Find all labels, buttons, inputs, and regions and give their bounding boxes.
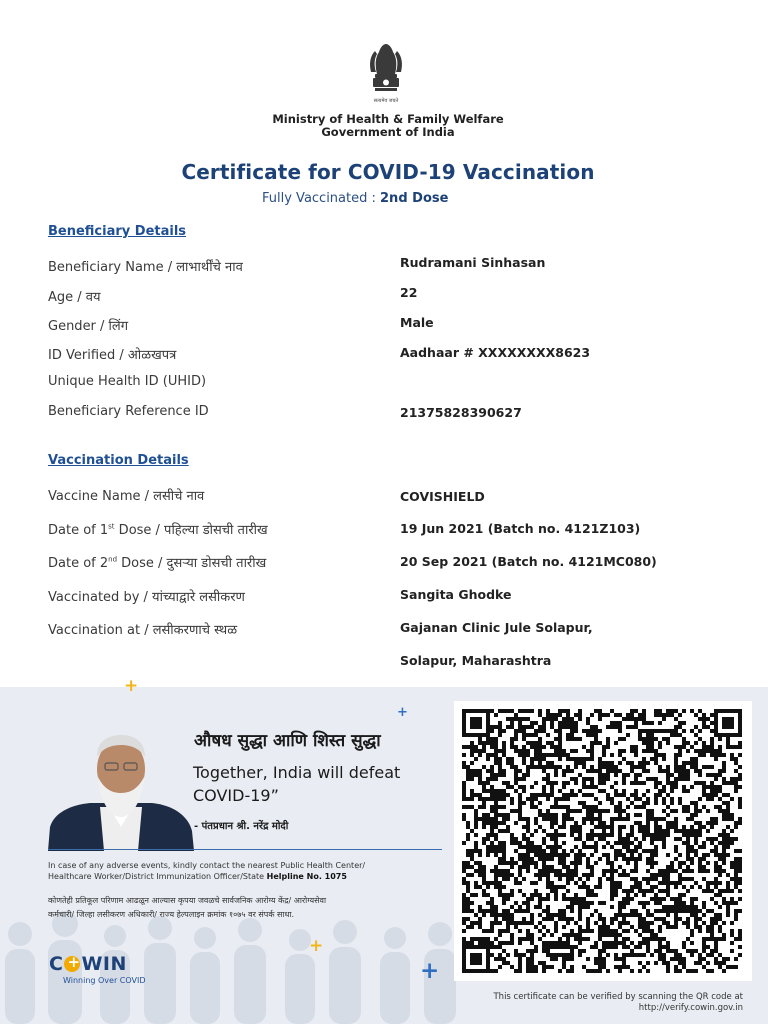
- vaccine-name-label: Vaccine Name / लसीचे नाव: [48, 489, 205, 504]
- verification-url: http://verify.cowin.gov.in: [638, 1003, 743, 1013]
- government-name: Government of India: [321, 125, 455, 139]
- verification-note: This certificate can be verified by scanning the QR code at http://verify.cowin.gov.in: [493, 992, 743, 1013]
- second-dose-date-value: 20 Sep 2021 (Batch no. 4121MC080): [400, 554, 657, 569]
- second-dose-date-label: Date of 2nd Dose / दुसऱ्या डोसची तारीख: [48, 555, 267, 571]
- plus-icon-blue-large: +: [420, 958, 440, 984]
- first-dose-date-label: Date of 1st Dose / पहिल्या डोसची तारीख: [48, 522, 268, 538]
- beneficiary-reference-id-label: Beneficiary Reference ID: [48, 404, 209, 419]
- beneficiary-details-heading: Beneficiary Details: [48, 224, 187, 239]
- helpline-number: Helpline No. 1075: [266, 872, 347, 881]
- vaccinated-by-label: Vaccinated by / यांच्याद्वारे लसीकरण: [48, 590, 245, 605]
- ministry-name: Ministry of Health & Family Welfare: [272, 112, 504, 126]
- vaccination-details-heading: Vaccination Details: [48, 453, 189, 468]
- quote-marathi: औषध सुद्धा आणि शिस्त सुद्धा: [194, 731, 381, 751]
- adverse-events-notice-en: In case of any adverse events, kindly contact the nearest Public Health Center/ Healthcare Worker/District Immunization Officer/State Helpline No. 1075: [48, 861, 366, 881]
- beneficiary-reference-id-value: 21375828390627: [400, 405, 522, 420]
- vaccination-at-value: Gajanan Clinic Jule Solapur,: [400, 620, 593, 635]
- plus-icon-blue-small: +: [397, 705, 408, 720]
- id-verified-value: Aadhaar # XXXXXXXX8623: [400, 345, 591, 360]
- cowin-logo: C+ WIN: [49, 953, 127, 975]
- qr-code-pattern: [462, 709, 744, 973]
- age-value: 22: [400, 285, 418, 300]
- adverse-events-notice-mr: कोणतेही प्रतिकूल परिणाम आढळून आल्यास कृपया जवळचे सार्वजनिक आरोग्य केंद्र/ आरोग्यसेवा कर्मचारी/ जिल्हा लसीकरण अधिकारी/ राज्य हेल्पलाइन क्रमांक १०७५ वर संपर्क साधा.: [48, 896, 327, 919]
- vaccine-name-value: COVISHIELD: [400, 489, 485, 504]
- vaccination-status: [262, 191, 448, 206]
- beneficiary-name-label: Beneficiary Name / लाभार्थींचे नाव: [48, 260, 243, 275]
- quote-english: Together, India will defeat COVID-19”: [193, 763, 401, 805]
- vaccination-at-label: Vaccination at / लसीकरणाचे स्थळ: [48, 623, 238, 638]
- national-emblem-icon: [361, 38, 411, 108]
- uhid-label: Unique Health ID (UHID): [48, 374, 207, 389]
- first-dose-date-value: 19 Jun 2021 (Batch no. 4121Z103): [400, 521, 641, 536]
- plus-icon-yellow: +: [124, 676, 139, 696]
- vaccinated-by-value: Sangita Ghodke: [400, 587, 512, 602]
- qr-code: [454, 701, 752, 981]
- emblem-motto: सत्यमेव जयते: [373, 98, 399, 104]
- footer-divider: [48, 849, 442, 850]
- id-verified-label: ID Verified / ओळखपत्र: [48, 348, 177, 363]
- vaccination-status-value: 2nd Dose: [380, 191, 449, 206]
- certificate-title: Certificate for COVID-19 Vaccination: [181, 160, 595, 184]
- quote-attribution: - पंतप्रधान श्री. नरेंद्र मोदी: [194, 821, 289, 832]
- beneficiary-name-value: Rudramani Sinhasan: [400, 255, 546, 270]
- cowin-tagline: Winning Over COVID: [63, 976, 146, 985]
- gender-value: Male: [400, 315, 434, 330]
- gender-label: Gender / लिंग: [48, 319, 129, 334]
- plus-icon-yellow-2: +: [309, 936, 324, 956]
- age-label: Age / वय: [48, 290, 101, 305]
- vaccination-at-value-line2: Solapur, Maharashtra: [400, 653, 552, 668]
- vaccination-status-label: Fully Vaccinated :: [262, 191, 381, 206]
- cowin-plus-icon: [64, 956, 80, 972]
- prime-minister-portrait: [48, 727, 194, 851]
